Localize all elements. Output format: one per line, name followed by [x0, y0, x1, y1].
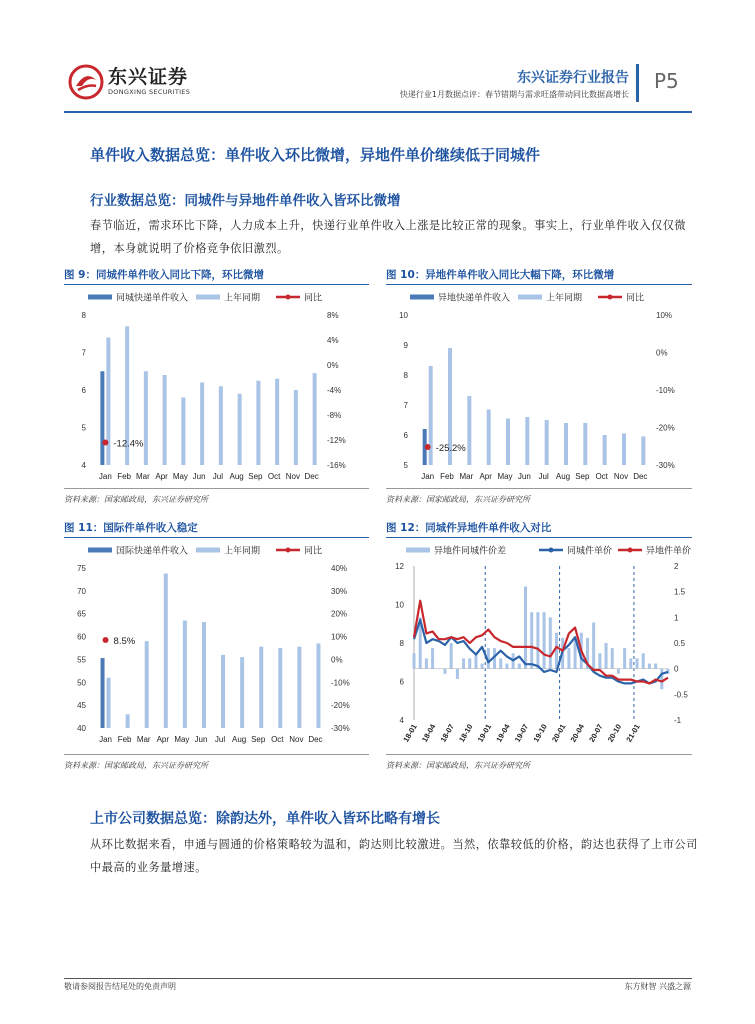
y2-tick-label: -4%	[327, 386, 342, 395]
bar-prior-Sep	[583, 423, 587, 465]
y-tick-label: 7	[403, 401, 408, 410]
spread-bar	[425, 658, 428, 668]
page-number: P5	[654, 69, 679, 93]
bar-prior-Jul	[545, 420, 549, 465]
spread-bar	[437, 669, 440, 670]
bar-prior-Aug	[238, 394, 242, 465]
y2-tick-label: 10%	[656, 311, 673, 320]
x-tick-label: Apr	[156, 735, 170, 744]
y2-tick-label: -10%	[331, 678, 350, 688]
bar-prior-Aug	[240, 657, 244, 728]
figure-12-title: 图 12：同城件异地件单件收入对比	[386, 522, 552, 534]
bar-prior-Jun	[200, 383, 204, 466]
x-tick-label: 21-01	[624, 722, 642, 744]
y-tick-label: 10	[399, 311, 408, 320]
spread-bar	[598, 653, 601, 668]
x-tick-label: 19-10	[531, 722, 549, 744]
bar-current-Jan	[100, 371, 104, 465]
spread-bar	[660, 669, 663, 690]
spread-bar	[654, 664, 657, 669]
figure-12-source: 资料来源：国家邮政局，东兴证券研究所	[386, 761, 530, 770]
spread-bar	[605, 643, 608, 669]
y-tick-label: 5	[81, 423, 86, 433]
bar-prior-Jan	[429, 366, 433, 465]
spread-bar	[518, 664, 521, 669]
y2-tick-label: -8%	[327, 411, 342, 420]
x-tick-label: Jun	[194, 735, 208, 744]
figure-11-source: 资料来源：国家邮政局，东兴证券研究所	[64, 761, 208, 770]
y-tick-label: 4	[399, 716, 404, 725]
bar-prior-Jul	[219, 386, 223, 465]
spread-bar	[592, 622, 595, 668]
y-tick-label: 8	[81, 311, 86, 320]
y2-tick-label: -20%	[656, 423, 675, 433]
bar-prior-Feb	[126, 714, 130, 728]
figure-10-title: 图 10：异地件单件收入同比大幅下降，环比微增	[386, 269, 615, 281]
y-tick-label: 5	[403, 461, 408, 470]
x-tick-label: 18-10	[457, 722, 475, 744]
yoy-point	[102, 440, 108, 446]
bar-prior-May	[183, 621, 187, 728]
spread-bar	[543, 612, 546, 668]
figure-9-title: 图 9：同城件单件收入同比下降，环比微增	[64, 269, 264, 281]
bar-prior-Apr	[487, 410, 491, 466]
y-tick-label: 45	[77, 701, 86, 711]
section-heading: 单件收入数据总览：单件收入环比微增，异地件单价继续低于同城件	[90, 146, 541, 164]
spread-bar	[648, 664, 651, 669]
spread-bar	[629, 658, 632, 668]
bar-prior-May	[181, 398, 185, 466]
x-tick-label: Oct	[271, 735, 284, 744]
source-rule	[64, 488, 369, 489]
yoy-point	[425, 444, 431, 450]
figure-9-source: 资料来源：国家邮政局，东兴证券研究所	[64, 495, 208, 504]
legend-swatch-0	[88, 295, 112, 300]
x-tick-label: Mar	[136, 735, 151, 744]
section-heading-2: 上市公司数据总览：除韵达外，单件收入皆环比略有增长	[90, 811, 440, 827]
x-tick-label: Sep	[575, 472, 590, 481]
spread-bar	[536, 612, 539, 668]
x-tick-label: Aug	[229, 472, 244, 481]
x-tick-label: 20-01	[550, 722, 568, 744]
legend-swatch-0	[410, 295, 434, 300]
header-divider	[636, 64, 639, 102]
y2-tick-label: 2	[674, 562, 679, 571]
bar-prior-Dec	[316, 643, 320, 728]
bar-prior-Sep	[259, 647, 263, 728]
yoy-data-label: -25.2%	[435, 443, 466, 454]
subsection-heading: 行业数据总览：同城件与异地件单件收入皆环比微增	[90, 193, 401, 209]
spread-bar	[505, 664, 508, 669]
bar-prior-Nov	[622, 434, 626, 466]
x-tick-label: Feb	[117, 472, 132, 481]
logo-emblem-icon	[68, 64, 104, 100]
bar-prior-Apr	[163, 375, 167, 465]
spread-bar	[468, 658, 471, 668]
legend-swatch-1	[518, 295, 542, 300]
y2-tick-label: 20%	[331, 609, 348, 619]
report-subtitle: 快递行业1月数据点评：春节错期与需求旺盛带动同比数据高增长	[399, 90, 629, 99]
bar-prior-Oct	[603, 435, 607, 465]
x-tick-label: Jun	[517, 472, 531, 481]
x-tick-label: Dec	[308, 735, 323, 744]
x-tick-label: Jan	[421, 472, 435, 481]
footer-disclaimer: 敬请参阅报告结尾处的免责声明	[64, 982, 176, 991]
bar-prior-Oct	[275, 379, 279, 465]
legend-marker-2	[628, 548, 633, 553]
x-tick-label: Oct	[267, 472, 281, 481]
bar-prior-Oct	[278, 648, 282, 728]
y2-tick-label: 4%	[327, 336, 339, 345]
legend-marker-2	[608, 295, 613, 300]
x-tick-label: Nov	[285, 472, 300, 481]
legend-label-2: 异地件单价	[646, 545, 692, 556]
y2-tick-label: -1	[674, 716, 682, 725]
y-tick-label: 12	[395, 562, 404, 571]
spread-bar	[530, 612, 533, 668]
brand-english-name: DONGXING SECURITIES	[108, 88, 191, 96]
y2-tick-label: 8%	[327, 311, 339, 320]
spread-bar	[431, 648, 434, 669]
legend-label-1: 上年同期	[546, 292, 583, 303]
y2-tick-label: 0.5	[674, 639, 686, 648]
body-paragraph: 春节临近，需求环比下降，人力成本上升，快递行业单件收入上涨是比较正常的现象。事实上，行业单件收入仅仅微增，本身就说明了价格竞争依旧激烈。	[90, 219, 687, 255]
spread-bar	[611, 648, 614, 669]
y-tick-label: 8	[403, 371, 408, 380]
x-tick-label: Nov	[289, 735, 304, 744]
spread-bar	[456, 669, 459, 679]
y2-tick-label: 0%	[656, 348, 668, 358]
x-tick-label: Sep	[251, 735, 266, 744]
spread-bar	[549, 617, 552, 668]
y2-tick-label: 0	[674, 664, 679, 674]
y-tick-label: 40	[77, 724, 86, 733]
y-tick-label: 8	[399, 639, 404, 648]
x-tick-label: Oct	[595, 472, 608, 481]
legend-swatch-1	[196, 295, 220, 300]
bar-prior-Mar	[144, 371, 148, 465]
y-tick-label: 6	[403, 431, 408, 440]
x-tick-label: 20-10	[605, 722, 624, 744]
x-tick-label: 20-07	[587, 722, 605, 744]
y2-tick-label: 0%	[327, 361, 339, 370]
x-tick-label: Apr	[479, 472, 492, 481]
spread-bar	[642, 653, 645, 668]
x-tick-label: Sep	[248, 472, 263, 481]
bar-prior-Mar	[145, 641, 149, 728]
x-tick-label: Jan	[98, 472, 112, 481]
bar-prior-Jan	[106, 338, 110, 466]
y-tick-label: 50	[77, 678, 86, 688]
y2-tick-label: -0.5	[674, 690, 688, 700]
x-tick-label: 18-07	[438, 722, 456, 744]
x-tick-label: Nov	[613, 472, 629, 481]
spread-bar	[462, 658, 465, 668]
y-tick-label: 7	[81, 348, 86, 358]
spread-bar	[636, 658, 639, 668]
body-paragraph-2: 从环比数据来看，申通与圆通的价格策略较为温和，韵达则比较激进。当然，依靠较低的价格，韵达也获得了上市公司中最高的业务量增速。	[90, 838, 698, 874]
spread-bar	[617, 669, 620, 674]
x-tick-label: May	[172, 472, 188, 481]
report-type-title: 东兴证券行业报告	[517, 70, 629, 86]
y2-tick-label: 1.5	[674, 587, 686, 597]
bar-prior-Jan	[107, 678, 111, 728]
y-tick-label: 6	[81, 386, 86, 395]
bar-prior-Mar	[467, 396, 471, 465]
bar-prior-Jul	[221, 655, 225, 728]
yoy-data-label: 8.5%	[113, 636, 136, 647]
x-tick-label: Jul	[538, 472, 549, 481]
y2-tick-label: 40%	[331, 564, 348, 573]
x-tick-label: Mar	[459, 472, 474, 481]
y2-tick-label: -20%	[331, 701, 350, 711]
y2-tick-label: 10%	[331, 632, 348, 642]
y2-tick-label: -30%	[331, 724, 350, 733]
legend-marker-2	[286, 548, 291, 553]
legend-swatch-0	[406, 548, 430, 553]
spread-bar	[450, 643, 453, 669]
header-rule	[64, 111, 692, 113]
y2-tick-label: 30%	[331, 586, 348, 596]
legend-label-0: 异地快递单件收入	[438, 292, 511, 303]
x-tick-label: 18-01	[401, 722, 419, 744]
bar-prior-Aug	[564, 423, 568, 465]
x-tick-label: 20-04	[568, 722, 587, 744]
bar-prior-Jun	[202, 622, 206, 728]
legend-label-2: 同比	[304, 292, 323, 303]
figure-10-chart	[386, 285, 692, 485]
spread-bar	[524, 587, 527, 669]
y2-tick-label: -16%	[327, 461, 346, 470]
x-tick-label: Jul	[214, 735, 226, 744]
y2-tick-label: -10%	[656, 386, 675, 395]
brand-name: 东兴证券	[108, 66, 189, 88]
x-tick-label: Feb	[440, 472, 454, 481]
bar-prior-Jun	[525, 417, 529, 465]
y-tick-label: 65	[77, 609, 86, 619]
source-rule	[386, 754, 692, 755]
x-tick-label: May	[497, 472, 513, 481]
y2-tick-label: -12%	[327, 436, 346, 445]
x-tick-label: Mar	[135, 472, 150, 481]
spread-bar	[623, 648, 626, 669]
x-tick-label: Jan	[99, 735, 112, 744]
spread-bar	[555, 633, 558, 669]
bar-prior-Dec	[641, 437, 645, 466]
figure-10-source: 资料来源：国家邮政局，东兴证券研究所	[386, 495, 530, 504]
bar-prior-Sep	[256, 381, 260, 465]
spread-bar	[499, 658, 502, 668]
y-tick-label: 9	[403, 341, 408, 350]
figure-12-chart	[386, 538, 692, 750]
legend-marker-1	[549, 548, 554, 553]
spread-bar	[567, 648, 570, 669]
bar-prior-May	[506, 419, 510, 466]
legend-label-2: 同比	[304, 545, 323, 556]
legend-swatch-0	[88, 548, 112, 553]
source-rule	[64, 754, 369, 755]
figure-9-chart	[64, 285, 369, 485]
y-tick-label: 75	[77, 564, 86, 573]
yoy-data-label: -12.4%	[113, 438, 144, 450]
footer-rule	[64, 978, 692, 979]
x-tick-label: Jun	[192, 472, 206, 481]
figure-11-title: 图 11：国际件单件收入稳定	[64, 522, 198, 534]
bar-prior-Dec	[313, 373, 317, 465]
legend-label-0: 同城快递单件收入	[116, 292, 189, 303]
x-tick-label: Jul	[212, 472, 223, 481]
x-tick-label: Aug	[232, 735, 247, 744]
x-tick-label: Aug	[555, 472, 571, 481]
legend-label-1: 同城件单价	[567, 545, 613, 556]
y2-tick-label: -30%	[656, 461, 675, 470]
y-tick-label: 70	[77, 586, 86, 596]
footer-slogan: 东方财智 兴盛之源	[624, 982, 691, 991]
legend-swatch-1	[196, 548, 220, 553]
company-logo	[68, 60, 191, 104]
y-tick-label: 55	[77, 655, 86, 665]
x-tick-label: 19-04	[494, 722, 512, 744]
legend-label-0: 国际快递单件收入	[116, 545, 189, 556]
bar-current-Jan	[101, 658, 105, 728]
source-rule	[386, 488, 692, 489]
y-tick-label: 6	[399, 677, 404, 687]
inter-city-price-line	[414, 601, 668, 684]
legend-label-1: 上年同期	[224, 292, 261, 303]
x-tick-label: 19-07	[512, 722, 531, 744]
x-tick-label: Dec	[633, 472, 648, 481]
x-tick-label: Feb	[117, 735, 132, 744]
y-tick-label: 60	[77, 632, 86, 642]
x-tick-label: Apr	[155, 472, 168, 481]
y2-tick-label: 1	[674, 613, 679, 623]
bar-prior-Nov	[294, 390, 298, 465]
legend-label-0: 异地件同城件价差	[434, 545, 507, 556]
bar-prior-Nov	[297, 647, 301, 728]
y2-tick-label: 0%	[331, 655, 343, 665]
x-tick-label: Dec	[304, 472, 319, 481]
yoy-point	[103, 637, 109, 643]
x-tick-label: 19-01	[475, 722, 494, 744]
y-tick-label: 4	[81, 461, 86, 470]
legend-label-1: 上年同期	[224, 545, 261, 556]
bar-prior-Apr	[164, 573, 168, 728]
legend-marker-2	[286, 295, 291, 300]
x-tick-label: May	[174, 735, 190, 744]
x-tick-label: 18-04	[419, 722, 438, 744]
spread-bar	[413, 653, 416, 668]
y-tick-label: 10	[395, 600, 404, 610]
figure-11-chart	[64, 538, 369, 748]
spread-bar	[443, 669, 446, 674]
legend-label-2: 同比	[626, 292, 645, 303]
spread-bar	[481, 664, 484, 669]
